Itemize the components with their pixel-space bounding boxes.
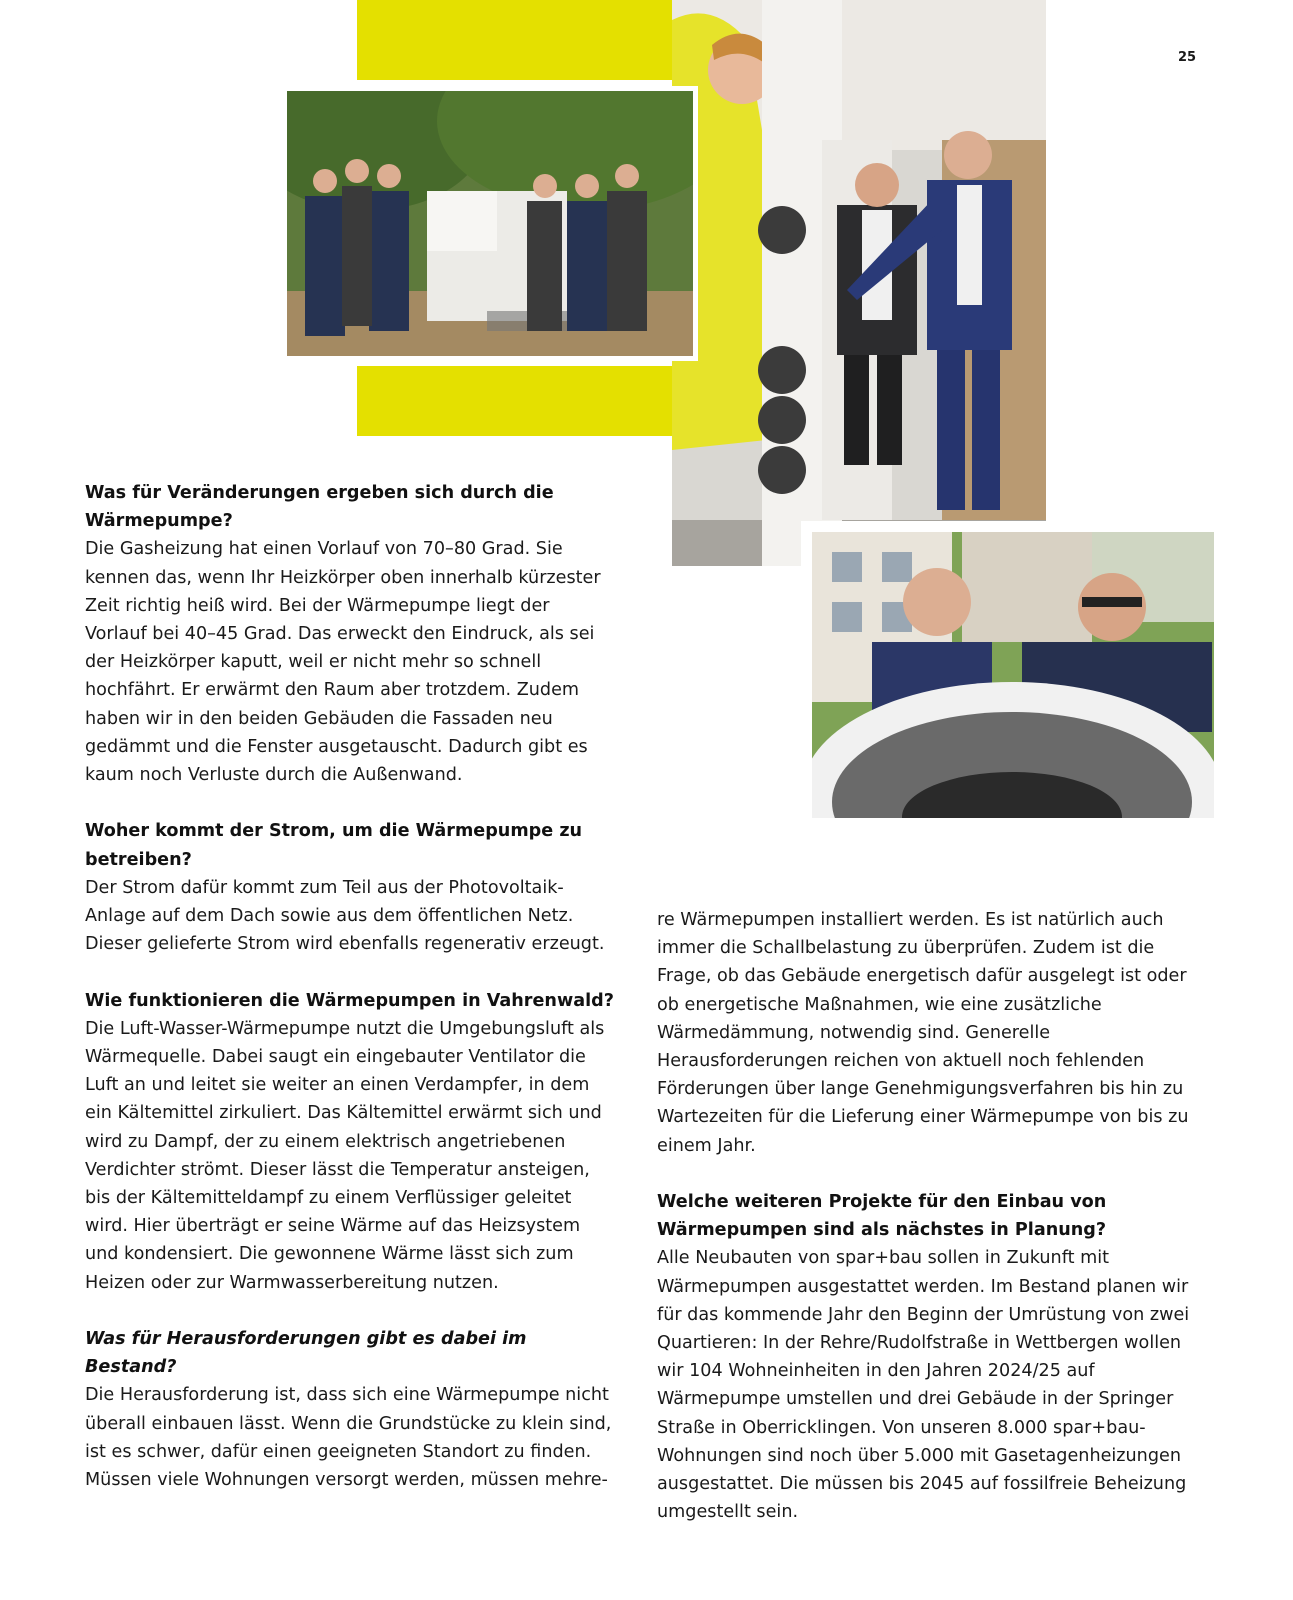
paragraph-next-projects: Alle Neubauten von spar+bau sollen in Zukunft mit Wärmepumpen ausgestattet werden. Im Bestand planen wir für das kommende Jahr den Beginn der Umrüstung von zwei Quartieren: In der Rehre/Rudolfstraße in Wettbergen wollen wir 104 Wohneinheiten in den Jahren 2024/25 auf Wärmepumpe umstellen und drei Gebäude in der Springer Straße in Oberricklingen. Von unseren 8.000 spar+bau-Wohnungen sind noch über 5.000 mit Gasetagenheizungen ausgestattet. Die müssen bis 2045 auf fossilfreie Beheizung umgestellt sein. [657, 1248, 1190, 1523]
page-number: 25 [1178, 50, 1197, 65]
heading-next-projects: Welche weiteren Projekte für den Einbau von Wärmepumpen sind als nächstes in Planung? [657, 1192, 1107, 1241]
paragraph-how-it-works: Die Luft-Wasser-Wärmepumpe nutzt die Umgebungsluft als Wärmequelle. Dabei saugt ein eingebauter Ventilator die Luft an und leitet sie weiter an einen Verdampfer, in dem ein Kältemittel zirkuliert. Das Kältemittel erwärmt sich und wird zu Dampf, der zu einem elektrisch angetriebenen Verdichter strömt. Dieser lässt die Temperatur ansteigen, bis der Kältemitteldampf zu einem Verflüssiger geleitet wird. Hier überträgt er seine Wärme auf das Heizsystem und kondensiert. Die gewonnene Wärme lässt sich zum Heizen oder zur Warmwasserbereitung nutzen. [85, 1018, 605, 1293]
heat-storage-tank-photo [672, 0, 1046, 566]
heading-changes: Was für Veränderungen ergeben sich durch die Wärmepumpe? [85, 483, 554, 532]
paragraph-challenges: Die Herausforderung ist, dass sich eine Wärmepumpe nicht überall einbauen lässt. Wenn die Grundstücke zu klein sind, ist es schwer, dafür einen geeigneten Standort zu finden. Müssen viele Wohnungen versorgt werden, müssen mehre- [85, 1385, 612, 1491]
heading-how-it-works: Wie funktionieren die Wärmepumpen in Vahrenwald? [85, 990, 614, 1011]
right-text-column [657, 906, 1197, 1526]
group-photo [282, 86, 698, 361]
heading-power-source: Woher kommt der Strom, um die Wärmepumpe zu betreiben? [85, 821, 583, 870]
left-text-column [85, 479, 615, 1494]
paragraph-power-source: Der Strom dafür kommt zum Teil aus der Photovoltaik-Anlage auf dem Dach sowie aus dem öffentlichen Netz. Dieser gelieferte Strom wird ebenfalls regenerativ erzeugt. [85, 877, 605, 955]
paragraph-changes: Die Gasheizung hat einen Vorlauf von 70–80 Grad. Sie kennen das, wenn Ihr Heizkörper oben innerhalb kürzester Zeit richtig heiß wird. Bei der Wärmepumpe liegt der Vorlauf bei 40–45 Grad. Das erweckt den Eindruck, als sei der Heizkörper kaputt, weil er nicht mehr so schnell hochfährt. Er erwärmt den Raum aber trotzdem. Zudem haben wir in den beiden Gebäuden die Fassaden neu gedämmt und die Fenster ausgetauscht. Dadurch gibt es kaum noch Verluste durch die Außenwand. [85, 539, 601, 786]
heading-challenges: Was für Herausforderungen gibt es dabei im Bestand? [85, 1329, 527, 1378]
paragraph-challenges-continued: re Wärmepumpen installiert werden. Es ist natürlich auch immer die Schallbelastung zu überprüfen. Zudem ist die Frage, ob das Gebäude energetisch dafür ausgelegt ist oder ob energetische Maßnahmen, wie eine zusätzliche Wärmedämmung, notwendig sind. Generelle Herausforderungen reichen von aktuell noch fehlenden Förderungen über lange Genehmigungsverfahren bis hin zu Wartezeiten für die Lieferung einer Wärmepumpe von bis zu einem Jahr. [657, 910, 1189, 1156]
heat-pump-inspection-photo [812, 532, 1214, 818]
